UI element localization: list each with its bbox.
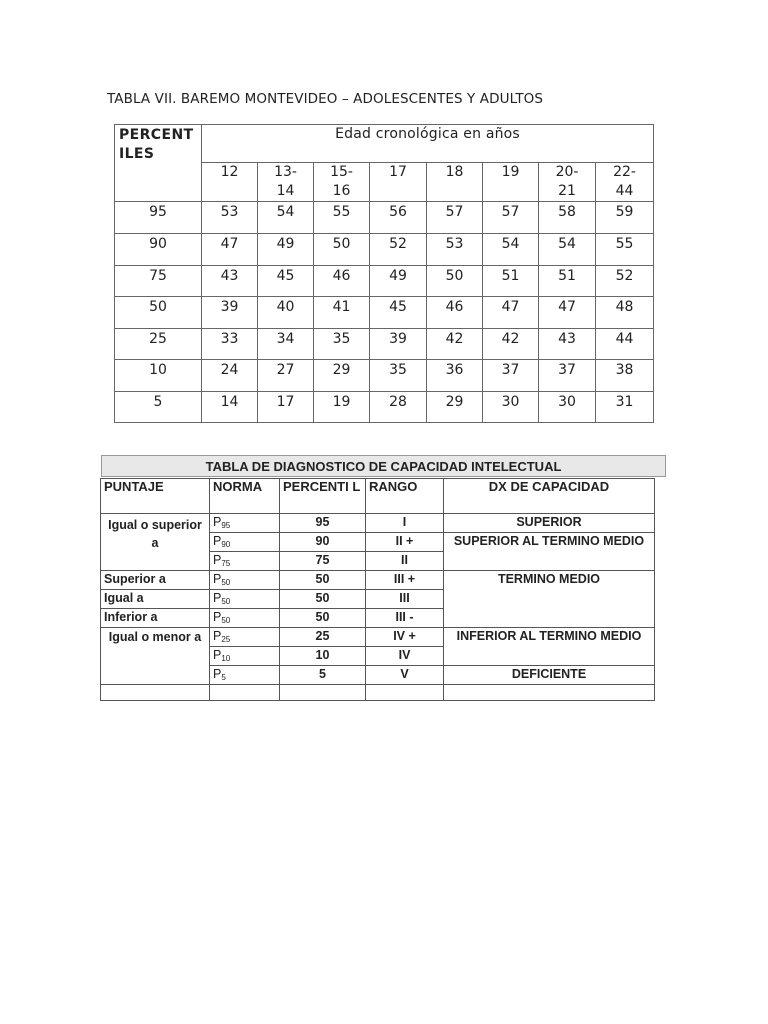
header-percentil: PERCENTI L <box>280 479 366 514</box>
rango-cell: III + <box>366 571 444 590</box>
percentile-cell: 50 <box>115 297 202 329</box>
dx-superior: SUPERIOR <box>444 514 655 533</box>
age-header: Edad cronológica en años <box>202 125 654 163</box>
value-cell: 55 <box>314 202 370 234</box>
value-cell: 48 <box>596 297 654 329</box>
value-cell: 36 <box>427 360 483 392</box>
rango-cell: II <box>366 552 444 571</box>
table-row <box>115 202 654 234</box>
table-row <box>115 391 654 423</box>
empty-row <box>101 685 655 701</box>
baremo-table <box>114 124 654 423</box>
rango-cell: III - <box>366 609 444 628</box>
value-cell: 52 <box>596 265 654 297</box>
value-cell: 43 <box>202 265 258 297</box>
norma-cell: $P_{50}$ <box>210 571 280 590</box>
percentil-cell: 75 <box>280 552 366 571</box>
value-cell: 52 <box>370 234 427 266</box>
value-cell: 27 <box>258 360 314 392</box>
value-cell: 43 <box>539 328 596 360</box>
percentile-cell: 75 <box>115 265 202 297</box>
value-cell: 37 <box>483 360 539 392</box>
table-row <box>115 360 654 392</box>
value-cell: 45 <box>258 265 314 297</box>
percentil-cell: 90 <box>280 533 366 552</box>
table-row <box>115 265 654 297</box>
value-cell: 29 <box>314 360 370 392</box>
rango-cell: II + <box>366 533 444 552</box>
table-row <box>101 571 655 590</box>
age-column-header: 15- 16 <box>314 163 370 202</box>
value-cell: 19 <box>314 391 370 423</box>
diagnostic-table <box>100 478 655 701</box>
diagnostic-table-title: TABLA DE DIAGNOSTICO DE CAPACIDAD INTELECTUAL <box>101 455 666 477</box>
norma-cell: $P_{75}$ <box>210 552 280 571</box>
value-cell: 39 <box>202 297 258 329</box>
value-cell: 44 <box>596 328 654 360</box>
puntaje-superior: Superior a <box>101 571 210 590</box>
age-column-header: 22- 44 <box>596 163 654 202</box>
header-dx: DX DE CAPACIDAD <box>444 479 655 514</box>
value-cell: 40 <box>258 297 314 329</box>
rango-cell: IV + <box>366 628 444 647</box>
value-cell: 58 <box>539 202 596 234</box>
empty-cell <box>366 685 444 701</box>
value-cell: 47 <box>202 234 258 266</box>
dx-deficiente: DEFICIENTE <box>444 666 655 685</box>
percentile-cell: 5 <box>115 391 202 423</box>
header-rango: RANGO <box>366 479 444 514</box>
value-cell: 17 <box>258 391 314 423</box>
value-cell: 49 <box>258 234 314 266</box>
table-vii-title: TABLA VII. BAREMO MONTEVIDEO – ADOLESCENTES Y ADULTOS <box>107 91 544 107</box>
table-row <box>101 628 655 647</box>
age-column-header: 20- 21 <box>539 163 596 202</box>
percentil-cell: 25 <box>280 628 366 647</box>
percentile-cell: 10 <box>115 360 202 392</box>
value-cell: 50 <box>314 234 370 266</box>
puntaje-igual-menor: Igual o menor a <box>101 628 210 685</box>
puntaje-igual-superior: Igual o superior a <box>101 514 210 571</box>
age-column-header: 17 <box>370 163 427 202</box>
value-cell: 39 <box>370 328 427 360</box>
percentil-cell: 50 <box>280 609 366 628</box>
empty-cell <box>101 685 210 701</box>
value-cell: 38 <box>596 360 654 392</box>
rango-cell: IV <box>366 647 444 666</box>
value-cell: 46 <box>314 265 370 297</box>
value-cell: 45 <box>370 297 427 329</box>
value-cell: 54 <box>483 234 539 266</box>
table-row <box>115 328 654 360</box>
table-row <box>115 297 654 329</box>
empty-cell <box>210 685 280 701</box>
header-puntaje: PUNTAJE <box>101 479 210 514</box>
percentil-cell: 5 <box>280 666 366 685</box>
rango-cell: III <box>366 590 444 609</box>
value-cell: 53 <box>427 234 483 266</box>
age-column-header: 12 <box>202 163 258 202</box>
value-cell: 35 <box>314 328 370 360</box>
value-cell: 30 <box>483 391 539 423</box>
norma-cell: $P_{50}$ <box>210 590 280 609</box>
header-norma: NORMA <box>210 479 280 514</box>
percentil-cell: 10 <box>280 647 366 666</box>
value-cell: 42 <box>483 328 539 360</box>
value-cell: 46 <box>427 297 483 329</box>
puntaje-inferior: Inferior a <box>101 609 210 628</box>
value-cell: 28 <box>370 391 427 423</box>
norma-cell: $P_{95}$ <box>210 514 280 533</box>
value-cell: 57 <box>483 202 539 234</box>
norma-cell: $P_{10}$ <box>210 647 280 666</box>
table-row <box>101 514 655 533</box>
norma-cell: $P_{25}$ <box>210 628 280 647</box>
value-cell: 34 <box>258 328 314 360</box>
value-cell: 55 <box>596 234 654 266</box>
value-cell: 24 <box>202 360 258 392</box>
norma-cell: $P_{90}$ <box>210 533 280 552</box>
value-cell: 47 <box>483 297 539 329</box>
value-cell: 51 <box>539 265 596 297</box>
empty-cell <box>280 685 366 701</box>
value-cell: 47 <box>539 297 596 329</box>
table-row <box>115 234 654 266</box>
percentile-cell: 90 <box>115 234 202 266</box>
age-column-header: 18 <box>427 163 483 202</box>
percentil-cell: 50 <box>280 590 366 609</box>
dx-inferior-medio: INFERIOR AL TERMINO MEDIO <box>444 628 655 666</box>
age-column-header: 19 <box>483 163 539 202</box>
percentil-cell: 95 <box>280 514 366 533</box>
empty-cell <box>444 685 655 701</box>
percentil-cell: 50 <box>280 571 366 590</box>
percentile-cell: 95 <box>115 202 202 234</box>
value-cell: 30 <box>539 391 596 423</box>
puntaje-igual: Igual a <box>101 590 210 609</box>
value-cell: 37 <box>539 360 596 392</box>
value-cell: 33 <box>202 328 258 360</box>
percentile-cell: 25 <box>115 328 202 360</box>
percentiles-header: PERCENT ILES <box>115 125 202 202</box>
value-cell: 57 <box>427 202 483 234</box>
value-cell: 51 <box>483 265 539 297</box>
value-cell: 14 <box>202 391 258 423</box>
rango-cell: I <box>366 514 444 533</box>
value-cell: 31 <box>596 391 654 423</box>
dx-medio: TERMINO MEDIO <box>444 571 655 628</box>
value-cell: 50 <box>427 265 483 297</box>
value-cell: 42 <box>427 328 483 360</box>
value-cell: 35 <box>370 360 427 392</box>
value-cell: 41 <box>314 297 370 329</box>
value-cell: 29 <box>427 391 483 423</box>
value-cell: 59 <box>596 202 654 234</box>
age-column-header: 13- 14 <box>258 163 314 202</box>
rango-cell: V <box>366 666 444 685</box>
norma-cell: $P_5$ <box>210 666 280 685</box>
value-cell: 54 <box>258 202 314 234</box>
value-cell: 53 <box>202 202 258 234</box>
value-cell: 49 <box>370 265 427 297</box>
dx-superior-medio: SUPERIOR AL TERMINO MEDIO <box>444 533 655 571</box>
norma-cell: $P_{50}$ <box>210 609 280 628</box>
value-cell: 56 <box>370 202 427 234</box>
value-cell: 54 <box>539 234 596 266</box>
